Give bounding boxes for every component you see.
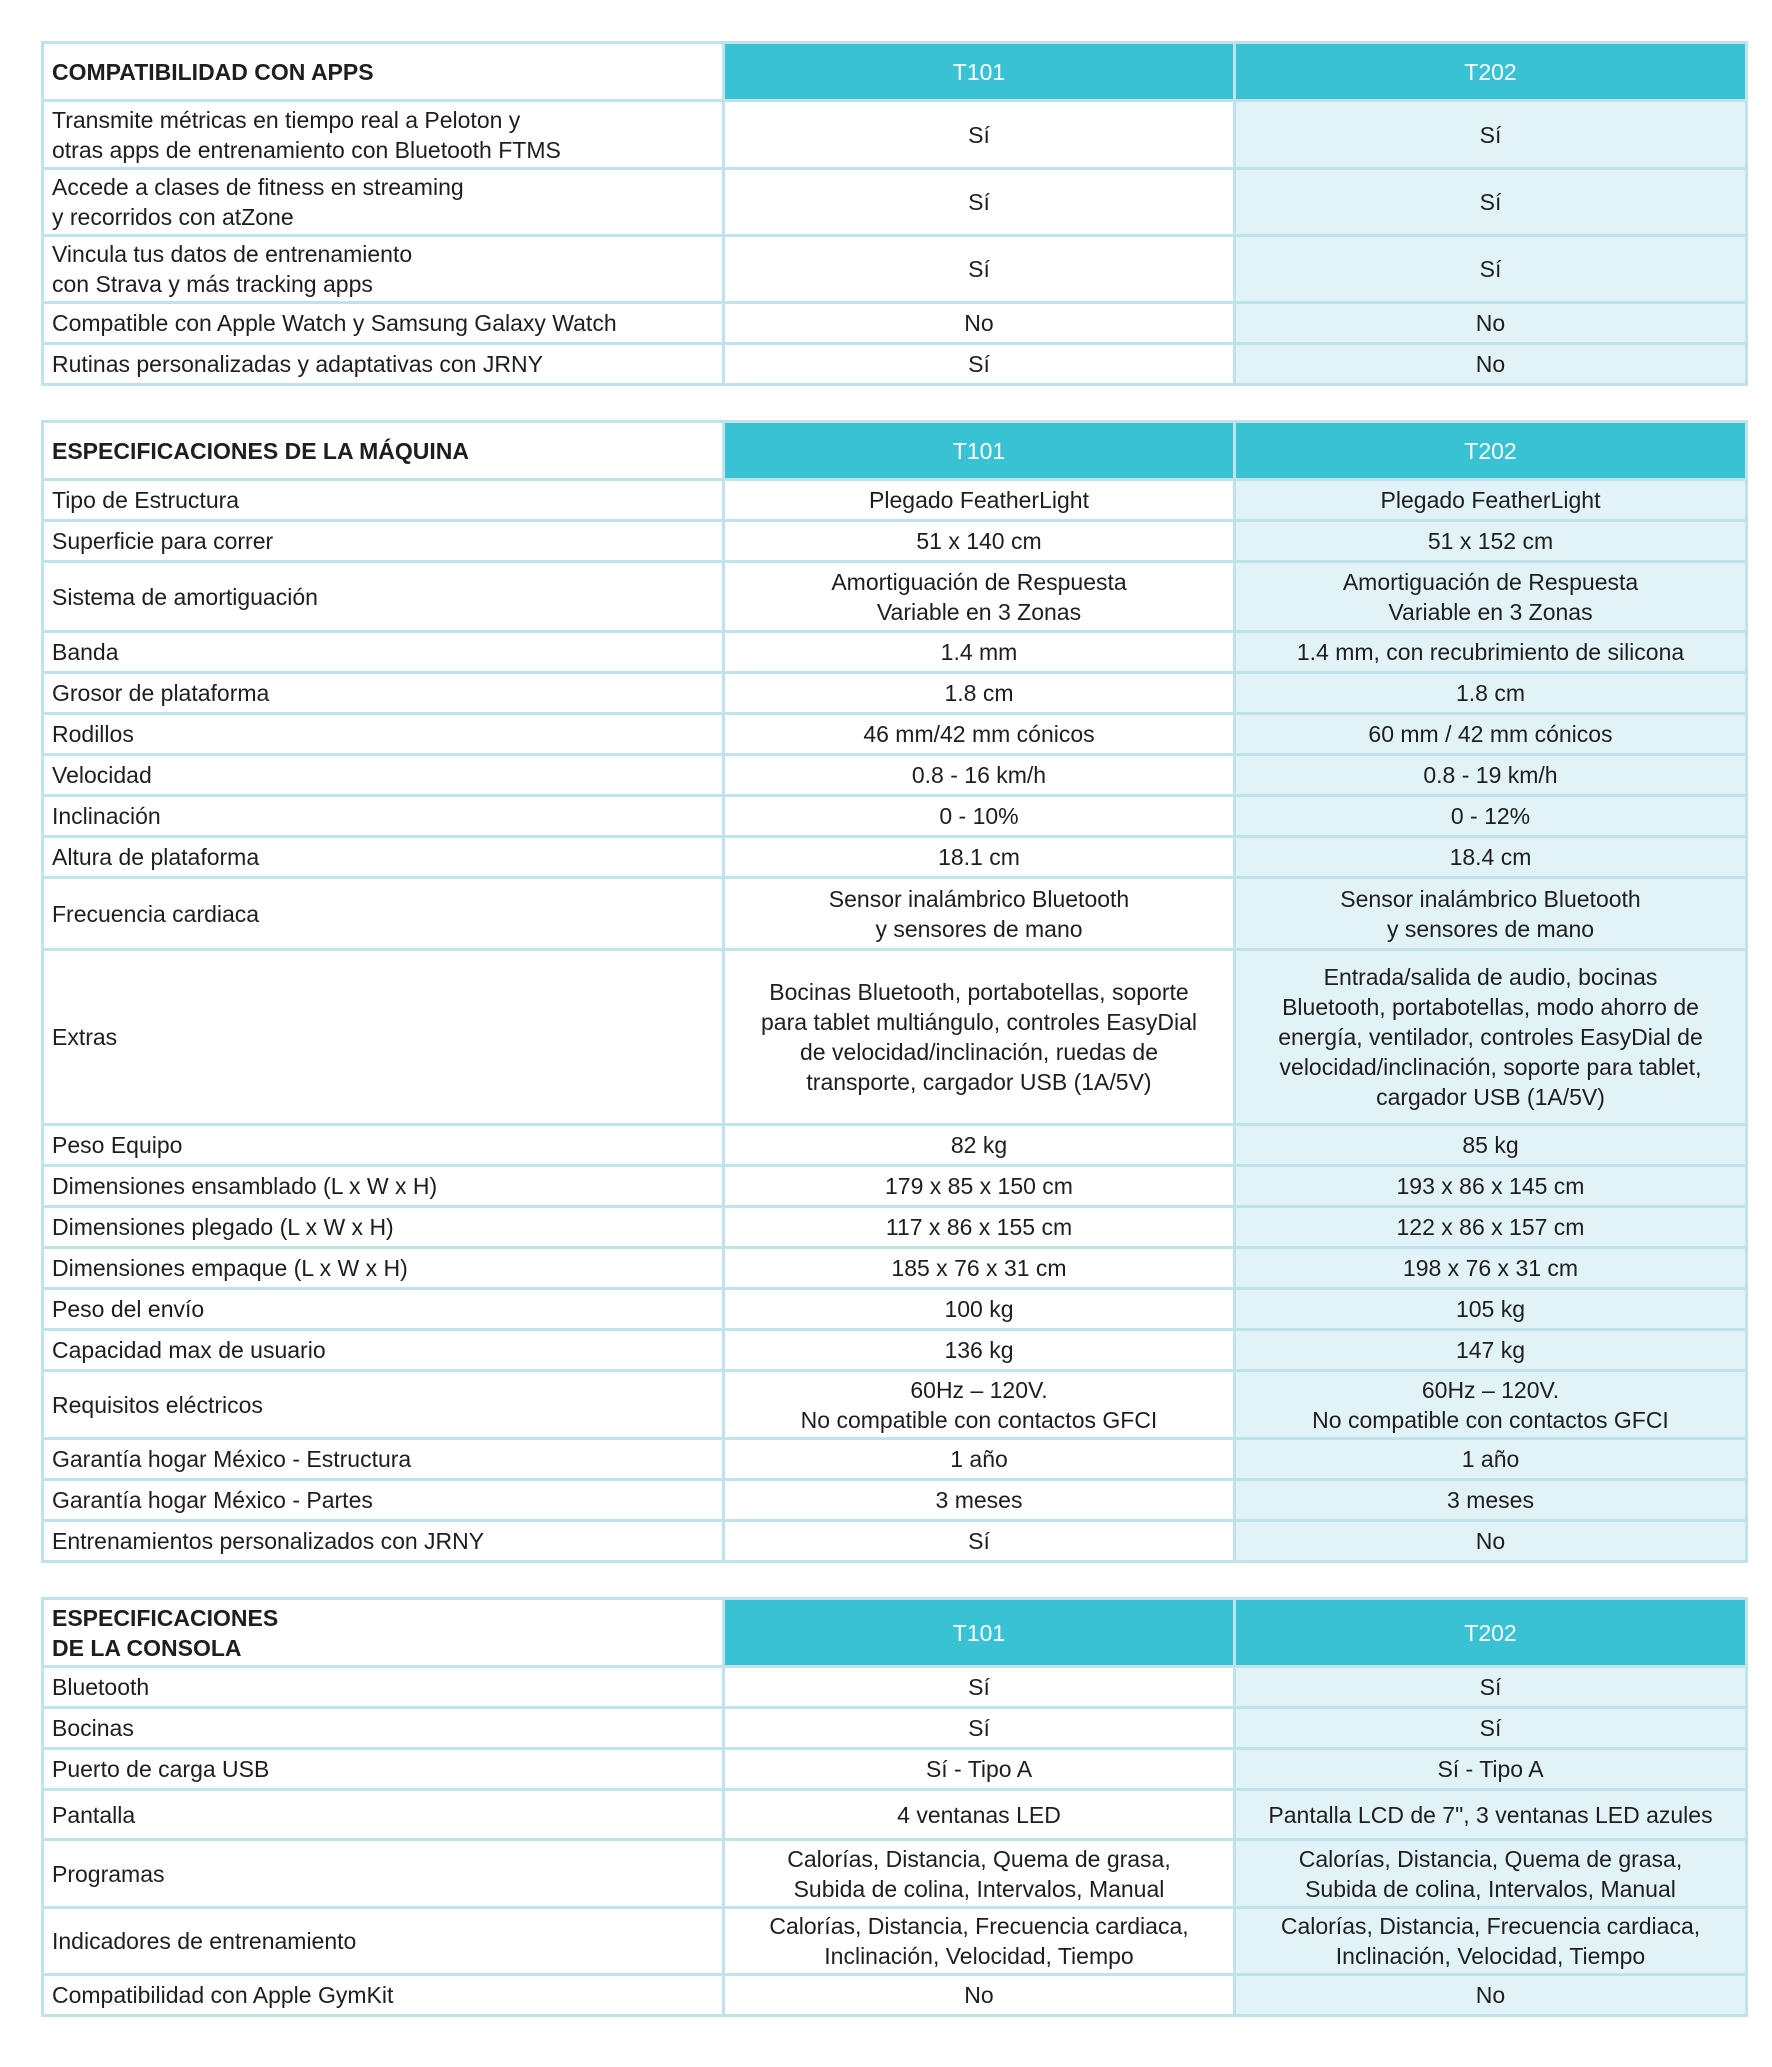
cell-t101: Calorías, Distancia, Quema de grasa, Subida de colina, Intervalos, Manual	[724, 1840, 1235, 1908]
cell-t101: Sí	[724, 169, 1235, 236]
cell-t202: 60Hz – 120V. No compatible con contactos GFCI	[1235, 1371, 1747, 1439]
cell-t101: No	[724, 1975, 1235, 2016]
cell-t202: 51 x 152 cm	[1235, 521, 1747, 562]
cell-t101: Sí	[724, 236, 1235, 303]
cell-t101: 51 x 140 cm	[724, 521, 1235, 562]
section-title: ESPECIFICACIONES DE LA MÁQUINA	[43, 422, 724, 480]
table-row	[43, 1371, 1747, 1439]
row-label: Vincula tus datos de entrenamiento con Strava y más tracking apps	[43, 236, 724, 303]
row-label: Bluetooth	[43, 1667, 724, 1708]
table-row	[43, 632, 1747, 673]
cell-t202: 122 x 86 x 157 cm	[1235, 1207, 1747, 1248]
cell-t202: 105 kg	[1235, 1289, 1747, 1330]
cell-t202: Sí - Tipo A	[1235, 1749, 1747, 1790]
cell-t202: Pantalla LCD de 7", 3 ventanas LED azules	[1235, 1790, 1747, 1840]
cell-t101: 136 kg	[724, 1330, 1235, 1371]
cell-t101: 185 x 76 x 31 cm	[724, 1248, 1235, 1289]
cell-t202: 198 x 76 x 31 cm	[1235, 1248, 1747, 1289]
cell-t202: 18.4 cm	[1235, 837, 1747, 878]
cell-t101: 179 x 85 x 150 cm	[724, 1166, 1235, 1207]
row-label: Frecuencia cardiaca	[43, 878, 724, 950]
table-row	[43, 1480, 1747, 1521]
table-row	[43, 1975, 1747, 2016]
table-row	[43, 1125, 1747, 1166]
row-label: Dimensiones empaque (L x W x H)	[43, 1248, 724, 1289]
row-label: Compatibilidad con Apple GymKit	[43, 1975, 724, 2016]
row-label: Capacidad max de usuario	[43, 1330, 724, 1371]
table-row	[43, 1840, 1747, 1908]
cell-t101: Sí - Tipo A	[724, 1749, 1235, 1790]
console-specs-table	[41, 1597, 1748, 2017]
table-row	[43, 1908, 1747, 1975]
row-label: Superficie para correr	[43, 521, 724, 562]
row-label: Rutinas personalizadas y adaptativas con JRNY	[43, 344, 724, 385]
model-header-t101: T101	[724, 1599, 1235, 1667]
cell-t202: Amortiguación de Respuesta Variable en 3 Zonas	[1235, 562, 1747, 632]
cell-t202: 85 kg	[1235, 1125, 1747, 1166]
model-header-t202: T202	[1235, 1599, 1747, 1667]
table-row	[43, 1790, 1747, 1840]
table-header-row	[43, 422, 1747, 480]
row-label: Garantía hogar México - Partes	[43, 1480, 724, 1521]
cell-t202: 1 año	[1235, 1439, 1747, 1480]
cell-t101: 46 mm/42 mm cónicos	[724, 714, 1235, 755]
machine-specs-table	[41, 420, 1748, 1563]
cell-t202: 3 meses	[1235, 1480, 1747, 1521]
table-row	[43, 1248, 1747, 1289]
table-header-row	[43, 43, 1747, 101]
cell-t101: Plegado FeatherLight	[724, 480, 1235, 521]
cell-t202: Sí	[1235, 236, 1747, 303]
cell-t101: 1.8 cm	[724, 673, 1235, 714]
row-label: Tipo de Estructura	[43, 480, 724, 521]
row-label: Dimensiones ensamblado (L x W x H)	[43, 1166, 724, 1207]
table-row	[43, 878, 1747, 950]
cell-t101: Sensor inalámbrico Bluetooth y sensores de mano	[724, 878, 1235, 950]
row-label: Requisitos eléctricos	[43, 1371, 724, 1439]
apps-compat-table	[41, 41, 1748, 386]
row-label: Transmite métricas en tiempo real a Peloton y otras apps de entrenamiento con Bluetooth FTMS	[43, 101, 724, 169]
row-label: Bocinas	[43, 1708, 724, 1749]
table-row	[43, 796, 1747, 837]
table-row	[43, 1289, 1747, 1330]
cell-t101: 117 x 86 x 155 cm	[724, 1207, 1235, 1248]
table-row	[43, 837, 1747, 878]
cell-t202: Sí	[1235, 1667, 1747, 1708]
table-row	[43, 1439, 1747, 1480]
row-label: Grosor de plataforma	[43, 673, 724, 714]
cell-t202: 1.8 cm	[1235, 673, 1747, 714]
row-label: Dimensiones plegado (L x W x H)	[43, 1207, 724, 1248]
row-label: Inclinación	[43, 796, 724, 837]
cell-t101: 1 año	[724, 1439, 1235, 1480]
row-label: Accede a clases de fitness en streaming y recorridos con atZone	[43, 169, 724, 236]
cell-t101: Sí	[724, 101, 1235, 169]
cell-t202: 0.8 - 19 km/h	[1235, 755, 1747, 796]
table-row	[43, 480, 1747, 521]
cell-t101: No	[724, 303, 1235, 344]
row-label: Indicadores de entrenamiento	[43, 1908, 724, 1975]
cell-t202: Sí	[1235, 101, 1747, 169]
table-row	[43, 101, 1747, 169]
row-label: Sistema de amortiguación	[43, 562, 724, 632]
cell-t101: Sí	[724, 1667, 1235, 1708]
table-row	[43, 1207, 1747, 1248]
cell-t101: Sí	[724, 1521, 1235, 1562]
cell-t202: No	[1235, 1975, 1747, 2016]
cell-t202: Sí	[1235, 1708, 1747, 1749]
table-row	[43, 562, 1747, 632]
cell-t202: Plegado FeatherLight	[1235, 480, 1747, 521]
table-row	[43, 1667, 1747, 1708]
row-label: Garantía hogar México - Estructura	[43, 1439, 724, 1480]
cell-t101: Sí	[724, 1708, 1235, 1749]
row-label: Altura de plataforma	[43, 837, 724, 878]
cell-t101: 4 ventanas LED	[724, 1790, 1235, 1840]
row-label: Compatible con Apple Watch y Samsung Galaxy Watch	[43, 303, 724, 344]
table-row	[43, 344, 1747, 385]
cell-t202: Sí	[1235, 169, 1747, 236]
row-label: Extras	[43, 950, 724, 1125]
table-header-row	[43, 1599, 1747, 1667]
cell-t101: 1.4 mm	[724, 632, 1235, 673]
table-row	[43, 521, 1747, 562]
cell-t101: 18.1 cm	[724, 837, 1235, 878]
cell-t101: 0 - 10%	[724, 796, 1235, 837]
section-title: COMPATIBILIDAD CON APPS	[43, 43, 724, 101]
table-row	[43, 1708, 1747, 1749]
cell-t202: Calorías, Distancia, Frecuencia cardiaca, Inclinación, Velocidad, Tiempo	[1235, 1908, 1747, 1975]
cell-t101: Sí	[724, 344, 1235, 385]
table-row	[43, 714, 1747, 755]
cell-t101: 100 kg	[724, 1289, 1235, 1330]
section-title: ESPECIFICACIONES DE LA CONSOLA	[43, 1599, 724, 1667]
cell-t202: No	[1235, 303, 1747, 344]
cell-t101: Bocinas Bluetooth, portabotellas, soporte para tablet multiángulo, controles EasyDial de velocidad/inclinación, ruedas de transporte, cargador USB (1A/5V)	[724, 950, 1235, 1125]
cell-t101: Calorías, Distancia, Frecuencia cardiaca, Inclinación, Velocidad, Tiempo	[724, 1908, 1235, 1975]
model-header-t202: T202	[1235, 43, 1747, 101]
row-label: Peso Equipo	[43, 1125, 724, 1166]
table-row	[43, 755, 1747, 796]
cell-t202: Calorías, Distancia, Quema de grasa, Subida de colina, Intervalos, Manual	[1235, 1840, 1747, 1908]
cell-t101: 0.8 - 16 km/h	[724, 755, 1235, 796]
cell-t101: 3 meses	[724, 1480, 1235, 1521]
table-row	[43, 1521, 1747, 1562]
cell-t101: Amortiguación de Respuesta Variable en 3 Zonas	[724, 562, 1235, 632]
cell-t202: 60 mm / 42 mm cónicos	[1235, 714, 1747, 755]
row-label: Puerto de carga USB	[43, 1749, 724, 1790]
row-label: Pantalla	[43, 1790, 724, 1840]
cell-t202: No	[1235, 1521, 1747, 1562]
table-row	[43, 950, 1747, 1125]
cell-t101: 82 kg	[724, 1125, 1235, 1166]
row-label: Peso del envío	[43, 1289, 724, 1330]
table-row	[43, 673, 1747, 714]
row-label: Rodillos	[43, 714, 724, 755]
row-label: Velocidad	[43, 755, 724, 796]
row-label: Programas	[43, 1840, 724, 1908]
cell-t202: No	[1235, 344, 1747, 385]
row-label: Banda	[43, 632, 724, 673]
table-row	[43, 169, 1747, 236]
model-header-t101: T101	[724, 422, 1235, 480]
table-row	[43, 1166, 1747, 1207]
model-header-t202: T202	[1235, 422, 1747, 480]
cell-t202: Sensor inalámbrico Bluetooth y sensores de mano	[1235, 878, 1747, 950]
cell-t202: 193 x 86 x 145 cm	[1235, 1166, 1747, 1207]
row-label: Entrenamientos personalizados con JRNY	[43, 1521, 724, 1562]
cell-t202: 147 kg	[1235, 1330, 1747, 1371]
cell-t202: 0 - 12%	[1235, 796, 1747, 837]
table-row	[43, 303, 1747, 344]
cell-t202: 1.4 mm, con recubrimiento de silicona	[1235, 632, 1747, 673]
table-row	[43, 1749, 1747, 1790]
table-row	[43, 236, 1747, 303]
cell-t101: 60Hz – 120V. No compatible con contactos GFCI	[724, 1371, 1235, 1439]
table-row	[43, 1330, 1747, 1371]
model-header-t101: T101	[724, 43, 1235, 101]
cell-t202: Entrada/salida de audio, bocinas Bluetooth, portabotellas, modo ahorro de energía, ventilador, controles EasyDial de velocidad/inclinación, soporte para tablet, cargador USB (1A/5V)	[1235, 950, 1747, 1125]
